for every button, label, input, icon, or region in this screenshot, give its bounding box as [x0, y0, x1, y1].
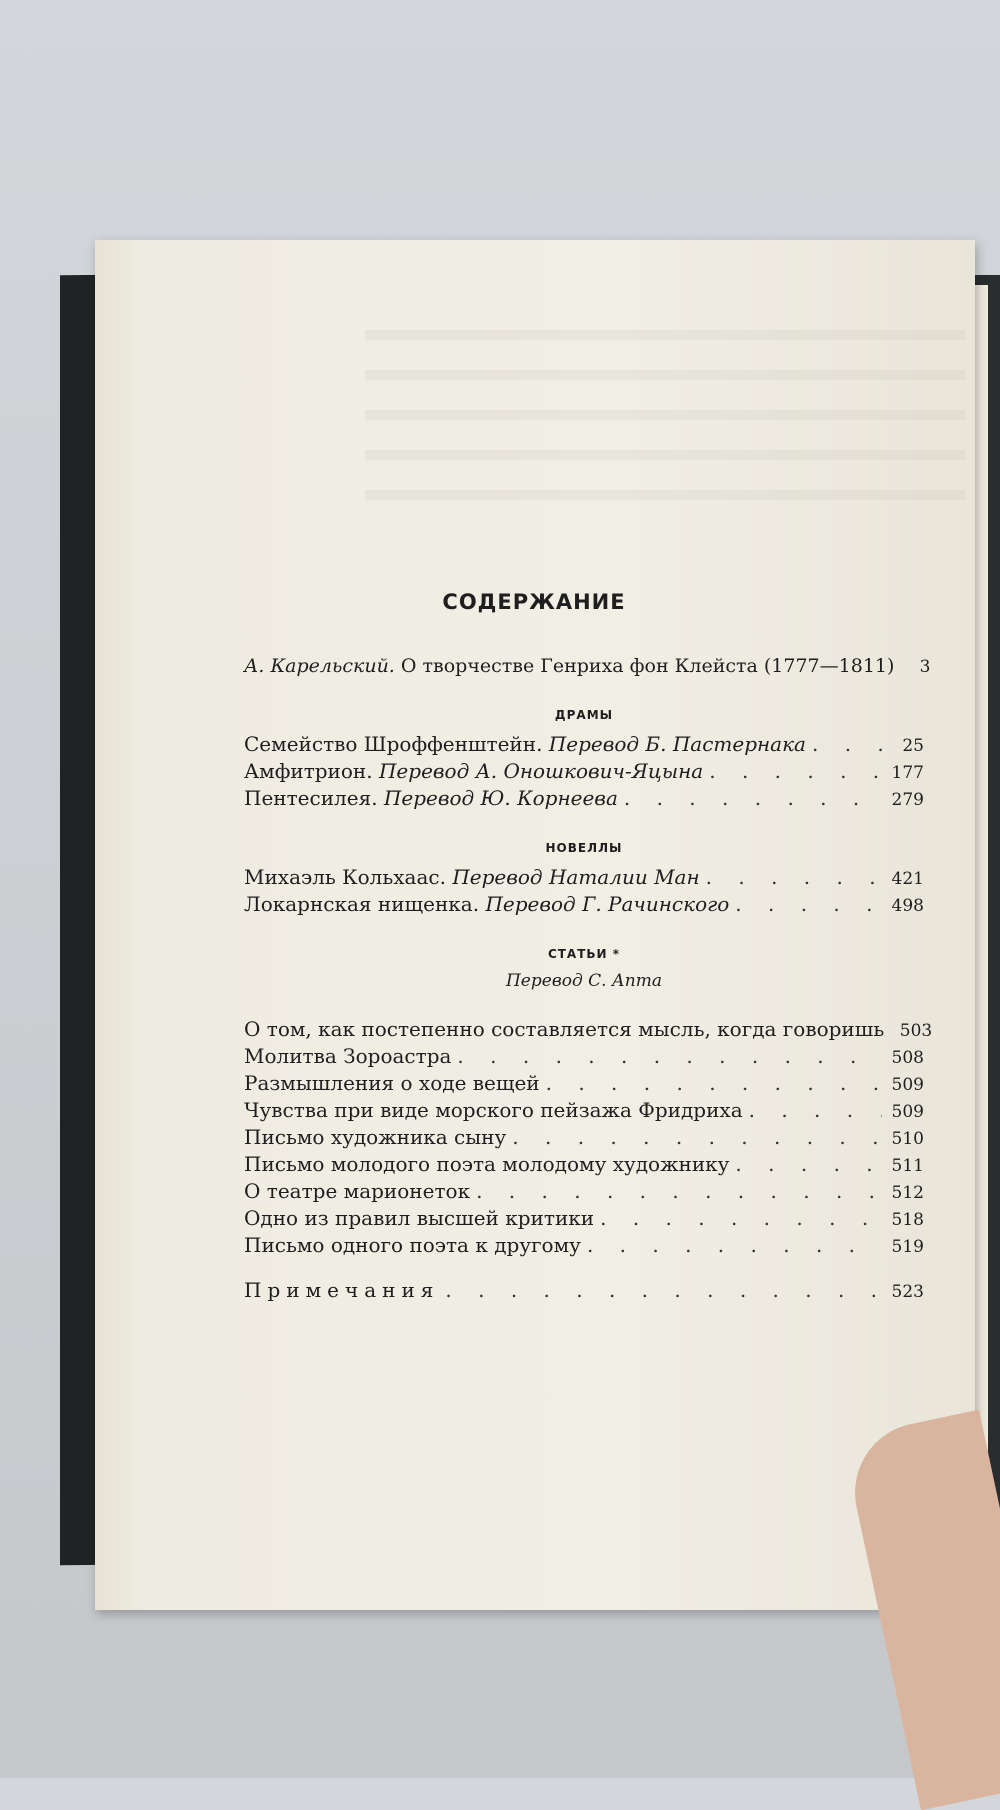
- leader-dots: [624, 786, 882, 811]
- entry-page: 509: [891, 1075, 924, 1095]
- toc-entry: [244, 1071, 924, 1098]
- leader-dots: [706, 865, 882, 890]
- toc-entry: [244, 1044, 924, 1071]
- section-heading: СТАТЬИ *: [547, 947, 621, 961]
- entry-page: 509: [891, 1102, 924, 1122]
- intro-entry: [244, 654, 931, 680]
- toc-entry: [244, 1206, 924, 1233]
- entry-page: 421: [891, 869, 924, 889]
- entry-page: 511: [891, 1156, 924, 1176]
- entry-title: Локарнская нищенка.: [244, 892, 480, 916]
- toc-entry: [244, 865, 924, 892]
- entry-title: Одно из правил высшей критики: [244, 1206, 595, 1230]
- toc-entry: [244, 732, 924, 759]
- entry-title: Амфитрион.: [244, 759, 373, 783]
- sections: [244, 708, 933, 1260]
- entry-title: Письмо одного поэта к другому: [244, 1233, 581, 1257]
- bleed-through-line: [365, 410, 965, 420]
- leader-dots: [735, 892, 882, 917]
- entry-translator: Перевод Наталии Ман: [452, 865, 700, 889]
- leader-dots: [445, 1278, 882, 1303]
- entry-page: 518: [891, 1210, 924, 1230]
- section-heading: ДРАМЫ: [554, 708, 614, 722]
- page-title: СОДЕРЖАНИЕ: [442, 590, 626, 614]
- toc-entry: [244, 1098, 924, 1125]
- entry-page: 498: [891, 896, 924, 916]
- toc-entry: [244, 1152, 924, 1179]
- toc-entry: [244, 1233, 924, 1260]
- bleed-through-line: [365, 490, 965, 500]
- entry-title: Михаэль Кольхаас.: [244, 865, 446, 889]
- entry-title: Семейство Шроффенштейн.: [244, 732, 543, 756]
- notes-entry: [244, 1278, 924, 1305]
- intro-page: 3: [919, 657, 931, 677]
- bleed-through-line: [365, 370, 965, 380]
- leader-dots: [587, 1233, 882, 1258]
- table-of-contents: [244, 590, 933, 1305]
- toc-entry: [244, 1017, 933, 1044]
- entry-title: Пентесилея.: [244, 786, 378, 810]
- entry-translator: Перевод Г. Рачинского: [485, 892, 730, 916]
- intro-text: О творчестве Генриха фон Клейста (1777—1811): [400, 655, 895, 677]
- entry-translator: Перевод Ю. Корнеева: [383, 786, 618, 810]
- entry-page: 503: [899, 1021, 933, 1041]
- entry-page: 512: [891, 1183, 924, 1203]
- toc-entry: [244, 1179, 924, 1206]
- bleed-through-line: [365, 450, 965, 460]
- entry-translator: Перевод Б. Пастернака: [548, 732, 806, 756]
- toc-entry: [244, 759, 924, 786]
- toc-entry: [244, 892, 924, 919]
- entry-title: Письмо молодого поэта молодому художнику: [244, 1152, 730, 1176]
- entry-page: 25: [902, 736, 924, 756]
- entry-title: Письмо художника сыну: [244, 1125, 507, 1149]
- entry-translator: Перевод А. Оношкович-Яцына: [378, 759, 704, 783]
- entry-page: 519: [891, 1237, 924, 1257]
- entry-title: Размышления о ходе вещей: [244, 1071, 540, 1095]
- entry-page: 510: [891, 1129, 924, 1149]
- entry-page: 279: [891, 790, 924, 810]
- notes-title: Примечания: [244, 1278, 440, 1302]
- leader-dots: [546, 1071, 882, 1096]
- entry-page: 177: [891, 763, 924, 783]
- entry-page: 508: [891, 1048, 924, 1068]
- section-translator: Перевод С. Апта: [505, 971, 663, 991]
- entry-title: Молитва Зороастра: [244, 1044, 452, 1068]
- entry-title: Чувства при виде морского пейзажа Фридриха: [244, 1098, 743, 1122]
- bleed-through-line: [365, 330, 965, 340]
- section-heading: НОВЕЛЛЫ: [545, 841, 623, 855]
- leader-dots: [512, 1125, 882, 1150]
- toc-entry: [244, 786, 924, 813]
- entry-title: О театре марионеток: [244, 1179, 471, 1203]
- leader-dots: [812, 732, 882, 757]
- notes-page: 523: [891, 1282, 924, 1302]
- leader-dots: [735, 1152, 882, 1177]
- leader-dots: [457, 1044, 882, 1069]
- leader-dots: [600, 1206, 882, 1231]
- entry-title: О том, как постепенно составляется мысль, когда говоришь: [244, 1017, 885, 1041]
- leader-dots: [476, 1179, 882, 1204]
- leader-dots: [749, 1098, 882, 1123]
- toc-entry: [244, 1125, 924, 1152]
- intro-author: А. Карельский.: [244, 655, 395, 677]
- leader-dots: [709, 759, 882, 784]
